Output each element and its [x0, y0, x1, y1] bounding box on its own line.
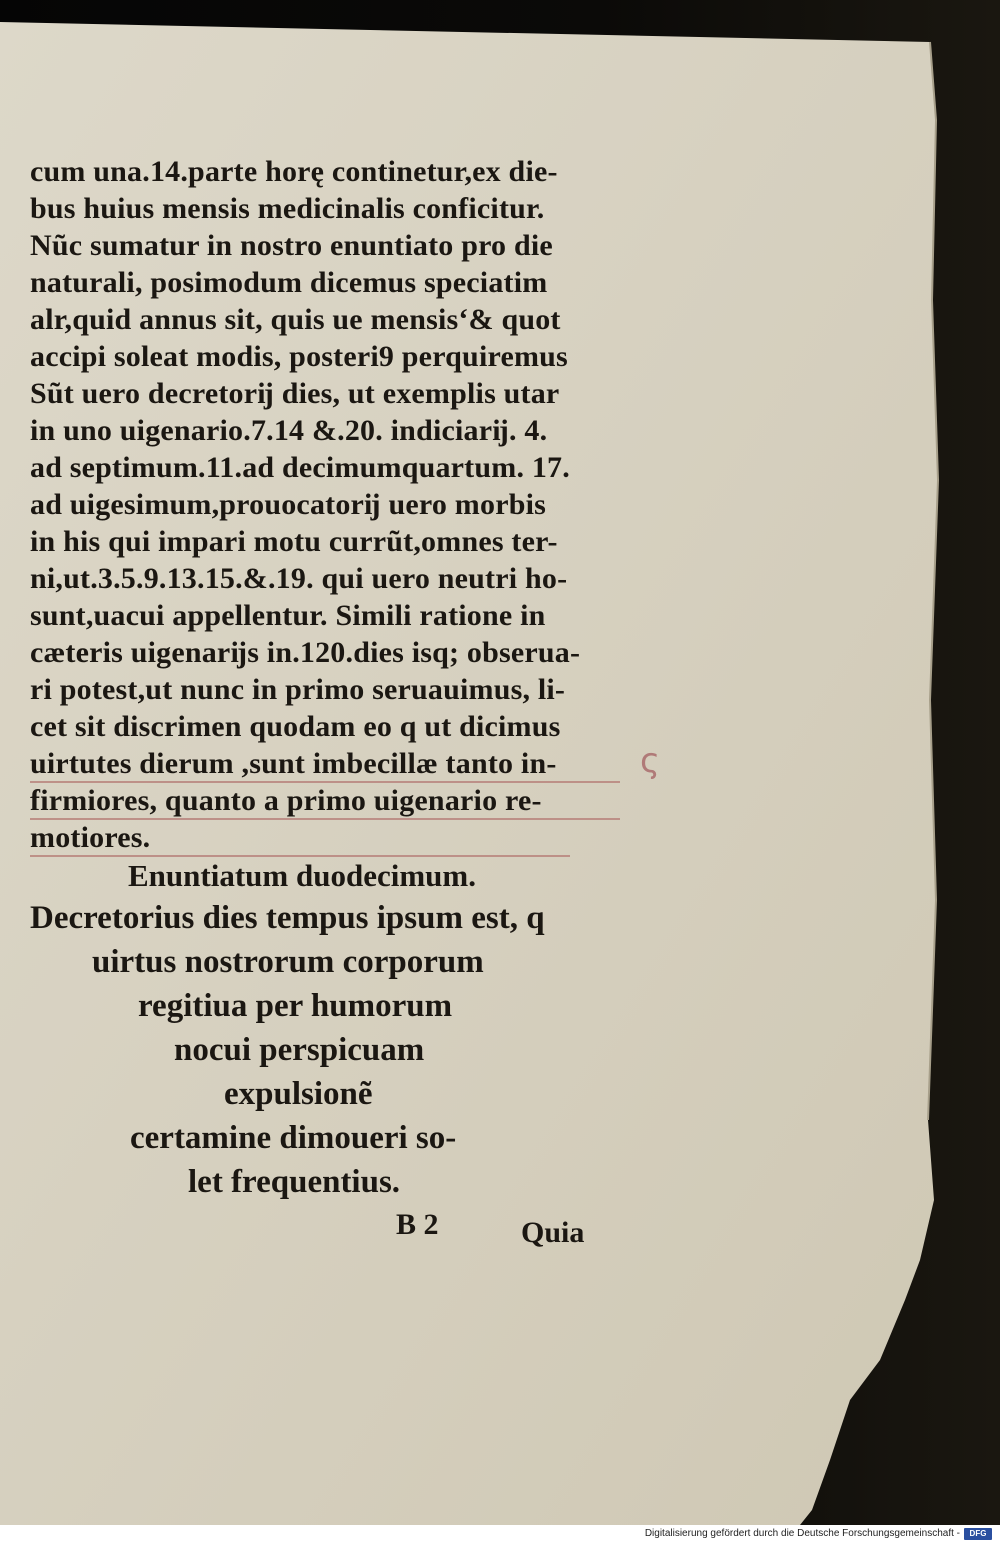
- text-line: cum una.14.parte horę continetur,ex die-: [30, 155, 558, 188]
- text-line: ad uigesimum,prouocatorĳ uero morbis: [30, 488, 546, 521]
- footer-bar: [0, 1525, 1000, 1543]
- ink-underline: [30, 818, 620, 820]
- text-line: accipi soleat modis, posteri9 perquiremus: [30, 340, 568, 373]
- catchword: Quia: [521, 1216, 585, 1249]
- ink-underline: [30, 781, 620, 783]
- conclusion-line: Decretorius dies tempus ipsum est, q: [30, 900, 545, 936]
- conclusion-line: uirtus nostrorum corporum: [92, 944, 484, 980]
- text-line: sunt,uacui appellentur. Simili ratione in: [30, 599, 546, 632]
- funding-notice: Digitalisierung gefördert durch die Deutsche Forschungsgemeinschaft -: [644, 1528, 960, 1539]
- conclusion-line: certamine dimoueri so-: [130, 1120, 457, 1156]
- text-line: uirtutes dierum ,sunt imbecillæ tanto in-: [30, 747, 557, 780]
- conclusion-line: regitiua per humorum: [138, 988, 453, 1024]
- text-line: motiores.: [30, 821, 151, 854]
- text-line: cet sit discrimen quodam eo q ut dicimus: [30, 710, 561, 743]
- section-heading: Enuntiatum duodecimum.: [128, 858, 476, 893]
- signature-mark: B 2: [396, 1208, 439, 1241]
- text-line: bus huius mensis medicinalis conficitur.: [30, 192, 545, 225]
- ink-underline: [30, 855, 570, 857]
- text-line: ri potest,ut nunc in primo seruauimus, li-: [30, 673, 566, 706]
- text-line: in his qui impari motu currũt,omnes ter-: [30, 525, 558, 558]
- text-line: Sũt uero decretorĳ dies, ut exemplis utar: [30, 377, 560, 410]
- text-line: alr,quid annus sit, quis ue mensis‘& quot: [30, 303, 561, 336]
- text-line: Nũc sumatur in nostro enuntiato pro die: [30, 229, 553, 262]
- text-line: cæteris uigenarĳs in.120.dies isq; obserua-: [30, 636, 581, 669]
- conclusion-line: let frequentius.: [188, 1164, 401, 1200]
- text-line: ad septimum.11.ad decimumquartum. 17.: [30, 451, 570, 484]
- dfg-logo-icon: DFG: [964, 1528, 992, 1540]
- text-line: naturali, posimodum dicemus speciatim: [30, 266, 548, 299]
- text-line: ni,ut.3.5.9.13.15.&.19. qui uero neutri ho-: [30, 562, 568, 595]
- conclusion-line: nocui perspicuam: [174, 1032, 425, 1068]
- text-line: in uno uigenario.7.14 &.20. indiciarĳ. 4.: [30, 414, 548, 447]
- text-line: firmiores, quanto a primo uigenario re-: [30, 784, 542, 817]
- margin-annotation: ς: [640, 741, 660, 781]
- conclusion-line: expulsionẽ: [224, 1076, 373, 1112]
